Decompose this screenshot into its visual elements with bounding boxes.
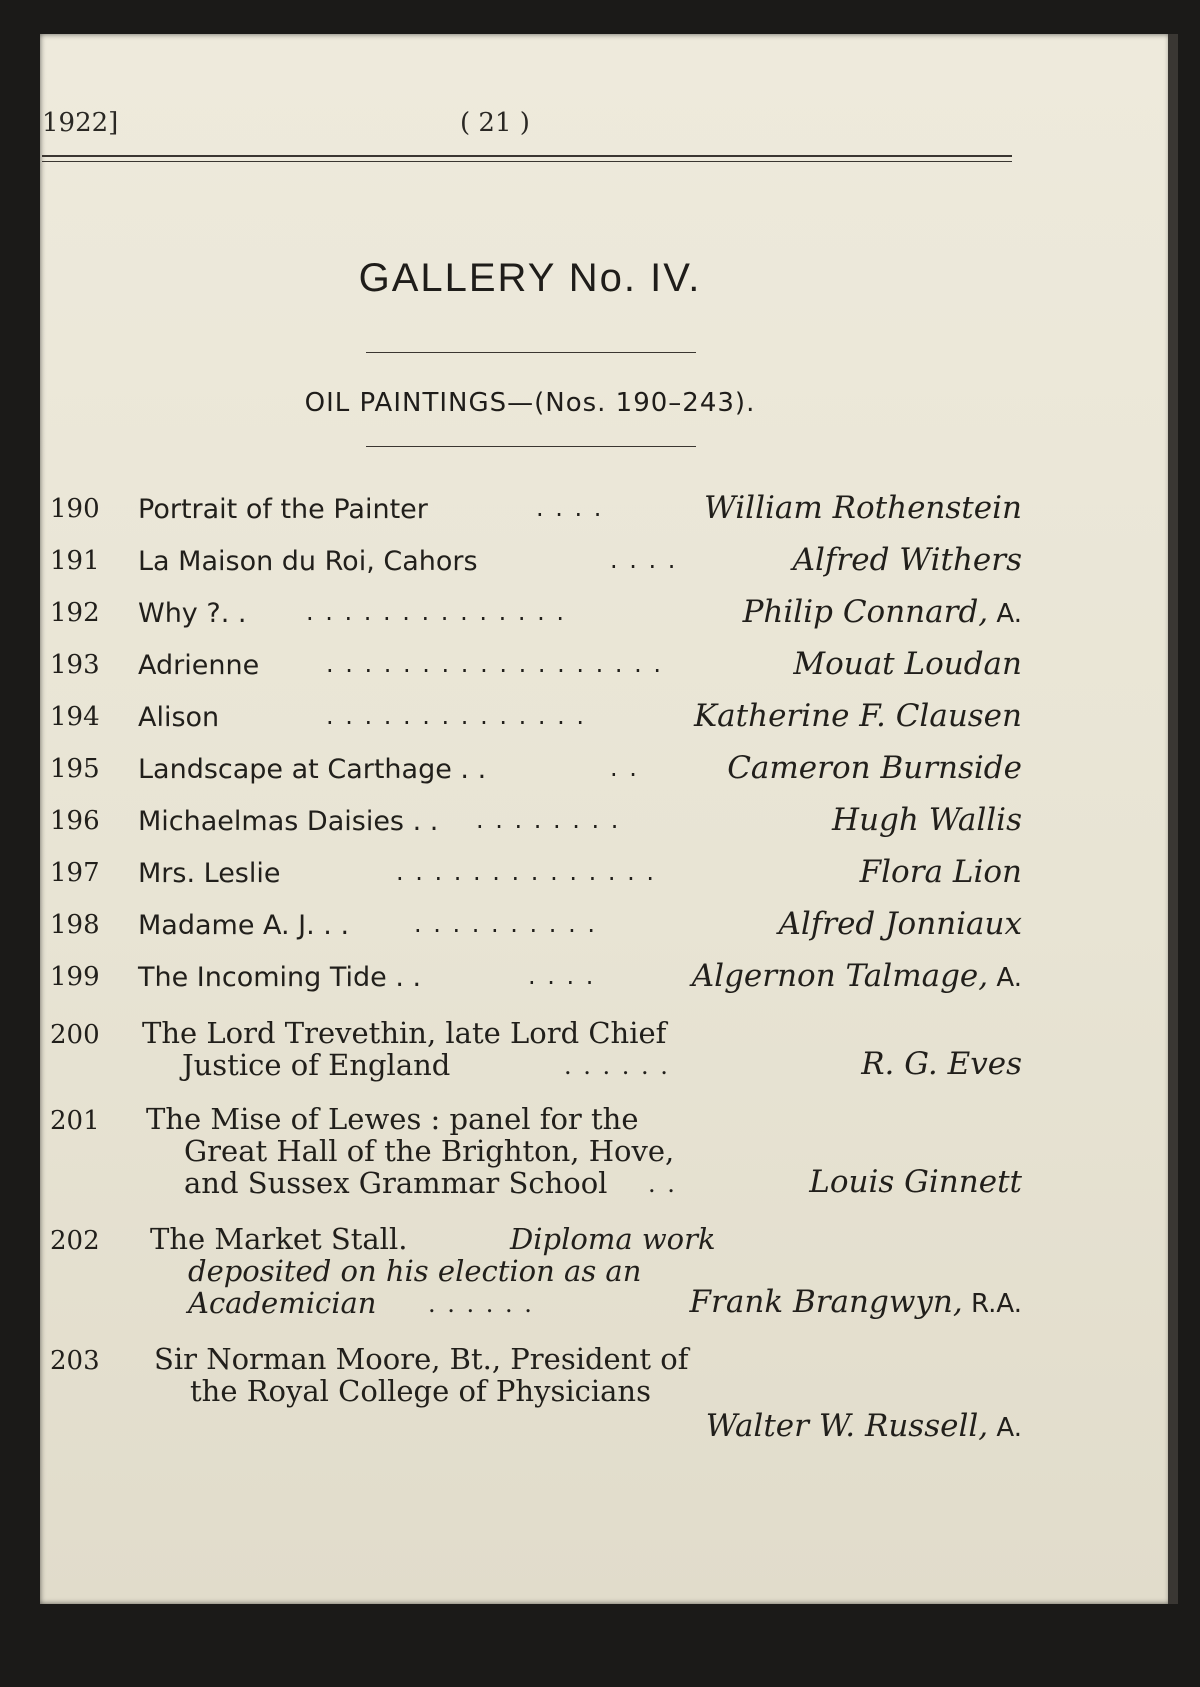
- entry-artist: [793, 542, 1022, 578]
- entry-number: 193: [50, 650, 100, 680]
- leader-dots: . . . . . .: [564, 1052, 670, 1080]
- entry-title: Mrs. Leslie: [138, 858, 281, 889]
- entry-title-line: Sir Norman Moore, Bt., President of: [154, 1342, 689, 1376]
- gallery-title: GALLERY No. IV.: [358, 256, 702, 300]
- entry-number: 198: [50, 910, 100, 940]
- artist-name: Alfred Withers: [792, 542, 1022, 578]
- entry-artist: [704, 490, 1022, 526]
- list-item: [50, 854, 1040, 906]
- entry-title-line: The Lord Trevethin, late Lord Chief: [142, 1016, 667, 1050]
- entry-number: 199: [50, 962, 100, 992]
- leader-dots: . . . . . . . . . . . . . . . . . .: [326, 650, 664, 678]
- leader-dots: . . . . . . . . . . . . . .: [396, 858, 656, 886]
- leader-dots: . . . .: [610, 546, 678, 574]
- entry-number: 203: [50, 1346, 100, 1376]
- artist-name: Philip Connard,: [742, 594, 989, 630]
- entry-artist: [743, 594, 1022, 630]
- entry-artist: Louis Ginnett: [809, 1164, 1022, 1200]
- entry-title-line: and Sussex Grammar School: [184, 1166, 608, 1200]
- entry-title: Landscape at Carthage . .: [138, 754, 487, 785]
- header-year: 1922]: [42, 108, 119, 138]
- title-rule-bottom: [366, 446, 696, 447]
- leader-dots: . . . . . .: [428, 1290, 534, 1318]
- list-item: [50, 698, 1040, 750]
- entry-title: Why ?. .: [138, 598, 247, 629]
- entry-title: Portrait of the Painter: [138, 494, 428, 525]
- leader-dots: . .: [610, 754, 639, 782]
- entry-title-line: Great Hall of the Brighton, Hove,: [184, 1134, 675, 1168]
- artist-name: Frank Brangwyn,: [689, 1284, 963, 1320]
- entry-number: 196: [50, 806, 100, 836]
- entry-number: 202: [50, 1226, 100, 1256]
- header-rule: [42, 155, 1012, 157]
- artist-suffix: R.A.: [962, 1289, 1022, 1319]
- entry-artist: [860, 854, 1022, 890]
- section-title: OIL PAINTINGS—(Nos. 190–243).: [304, 388, 756, 418]
- entry-artist: [778, 906, 1022, 942]
- entry-title-line: Justice of England: [182, 1048, 451, 1082]
- entry-number: 201: [50, 1106, 100, 1136]
- artist-name: Alfred Jonniaux: [778, 906, 1022, 942]
- list-item: [50, 802, 1040, 854]
- entry-artist: [694, 698, 1022, 734]
- list-item: [50, 646, 1040, 698]
- entry-note-line: deposited on his election as an: [188, 1254, 642, 1288]
- page-edge: [1168, 34, 1178, 1604]
- entry-title: Madame A. J. . .: [138, 910, 350, 941]
- entry-number: 200: [50, 1020, 100, 1050]
- entries-list: [50, 490, 1040, 1452]
- entry-title-line: the Royal College of Physicians: [190, 1374, 651, 1408]
- list-item: [50, 1342, 1040, 1452]
- entry-artist: [706, 1408, 1022, 1444]
- entry-title: La Maison du Roi, Cahors: [138, 546, 478, 577]
- list-item: [50, 750, 1040, 802]
- entry-number: 194: [50, 702, 100, 732]
- list-item: [50, 594, 1040, 646]
- list-item: [50, 1102, 1040, 1222]
- list-item: [50, 542, 1040, 594]
- entry-artist: [692, 958, 1022, 994]
- artist-name: Katherine F. Clausen: [694, 698, 1022, 734]
- leader-dots: . . . .: [528, 962, 596, 990]
- list-item: [50, 1222, 1040, 1342]
- entry-number: 191: [50, 546, 100, 576]
- entry-title: Michaelmas Daisies . .: [138, 806, 439, 837]
- header-rule-thin: [42, 161, 1012, 162]
- artist-name: Algernon Talmage,: [691, 958, 989, 994]
- artist-suffix: A.: [988, 1413, 1022, 1443]
- entry-title: The Incoming Tide . .: [138, 962, 422, 993]
- entry-number: 195: [50, 754, 100, 784]
- leader-dots: . .: [648, 1170, 677, 1198]
- entry-title-line: The Market Stall.: [150, 1222, 408, 1256]
- artist-name: Flora Lion: [859, 854, 1022, 890]
- entry-number: 192: [50, 598, 100, 628]
- artist-name: Walter W. Russell,: [705, 1408, 989, 1444]
- list-item: [50, 1016, 1040, 1102]
- leader-dots: . . . . . . . . . . . . . .: [326, 702, 586, 730]
- entry-artist: [690, 1284, 1022, 1320]
- artist-suffix: A.: [988, 599, 1022, 629]
- leader-dots: . . . . . . . . . . . . . .: [306, 598, 566, 626]
- entry-number: 197: [50, 858, 100, 888]
- artist-name: William Rothenstein: [703, 490, 1022, 526]
- title-rule-top: [366, 352, 696, 353]
- list-item: [50, 958, 1040, 1010]
- entry-note-line: Diploma work: [510, 1222, 716, 1256]
- list-item: [50, 490, 1040, 542]
- list-item: [50, 906, 1040, 958]
- entry-title: Adrienne: [138, 650, 260, 681]
- entry-artist: [793, 646, 1022, 682]
- entry-artist: [727, 750, 1022, 786]
- entry-artist: R. G. Eves: [861, 1046, 1022, 1082]
- leader-dots: . . . . . . . .: [476, 806, 621, 834]
- artist-suffix: A.: [988, 963, 1022, 993]
- entry-note-line: Academician: [188, 1286, 377, 1320]
- leader-dots: . . . .: [536, 494, 604, 522]
- entry-artist: [832, 802, 1022, 838]
- leader-dots: . . . . . . . . . .: [414, 910, 597, 938]
- artist-name: Cameron Burnside: [727, 750, 1022, 786]
- page-number: ( 21 ): [460, 108, 530, 138]
- artist-name: Hugh Wallis: [832, 802, 1022, 838]
- entry-title-line: The Mise of Lewes : panel for the: [146, 1102, 639, 1136]
- entry-title: Alison: [138, 702, 220, 733]
- artist-name: Mouat Loudan: [793, 646, 1022, 682]
- entry-number: 190: [50, 494, 100, 524]
